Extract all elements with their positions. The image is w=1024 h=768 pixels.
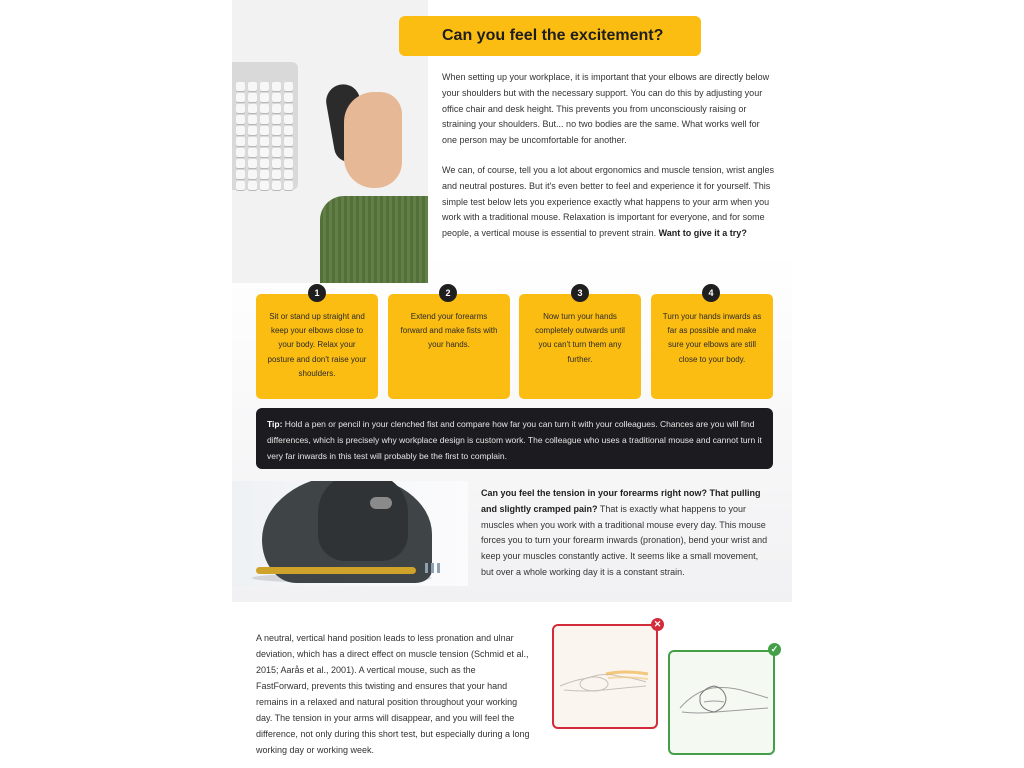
neutral-position-text: A neutral, vertical hand position leads to less pronation and ulnar deviation, which has a direct effect on muscle tension (Schmid et al., 2015; Aarås et al., 2001). A vertical mouse, such as the FastForward, prevents this twisting and ensures that your hand remains in a relaxed and natural position throughout your working day. The tension in your arms will disappear, and you will feel the difference, not only during this short test, but especially during a long working day or working week. [256, 633, 530, 755]
keyboard-key [236, 148, 245, 157]
keyboard-key [248, 148, 257, 157]
tip-text: Hold a pen or pencil in your clenched fist and compare how far you can turn it with your colleagues. Chances are you will find differences, which is precisely why workplace design is custom work. The colleague who uses a traditional mouse and cannot turn it very far inwards in this test will probably be the first to complain. [267, 419, 762, 461]
keyboard-key [260, 170, 269, 179]
keyboard-key [260, 159, 269, 168]
flat-hand-drawing [554, 626, 656, 727]
keyboard-key [248, 104, 257, 113]
keyboard-key [248, 82, 257, 91]
intro-paragraph-2 [442, 163, 777, 242]
keyboard-key [284, 137, 293, 146]
hand-image [344, 92, 402, 188]
tension-text [481, 486, 771, 581]
keyboard-key [236, 137, 245, 146]
keyboard-key [236, 93, 245, 102]
step-card-2 [388, 294, 510, 399]
title-banner [399, 16, 701, 56]
keyboard-key [248, 137, 257, 146]
keyboard-key [272, 115, 281, 124]
keyboard-key [260, 126, 269, 135]
keyboard-image [232, 62, 298, 190]
keyboard-key [236, 170, 245, 179]
keyboard-key [236, 126, 245, 135]
keyboard-key [260, 181, 269, 190]
vertical-mouse-photo [232, 481, 468, 586]
intro-call-to-action: Want to give it a try? [658, 228, 747, 239]
keyboard-key [272, 170, 281, 179]
tension-paragraph: That is exactly what happens to your muscles when you work with a traditional mouse every day. This mouse forces you to turn your forearm inwards (pronation), bend your wrist and keep your muscles constantly active. It seems like a small movement, but over a whole working day it is a constant strain. [481, 503, 768, 577]
step-number-badge: 3 [571, 284, 589, 302]
traditional-mouse-illustration [552, 624, 658, 729]
keyboard-key [248, 115, 257, 124]
step-text: Turn your hands inwards as far as possible and make sure your elbows are still close to your body. [662, 312, 762, 364]
step-number-badge: 4 [702, 284, 720, 302]
keyboard-key [260, 93, 269, 102]
keyboard-key [284, 126, 293, 135]
page-title: Can you feel the excitement? [442, 27, 664, 44]
sweater-sleeve-image [320, 196, 428, 283]
keyboard-key [260, 137, 269, 146]
keyboard-key [284, 104, 293, 113]
keyboard-key [248, 170, 257, 179]
keyboard-key [260, 104, 269, 113]
keyboard-key [272, 104, 281, 113]
tip-label: Tip: [267, 419, 283, 429]
keyboard-key [260, 148, 269, 157]
keyboard-key [260, 115, 269, 124]
keyboard-key [248, 181, 257, 190]
keyboard-key [284, 159, 293, 168]
vertical-hand-drawing [670, 652, 773, 753]
keyboard-key [272, 148, 281, 157]
vertical-mouse-illustration [668, 650, 775, 755]
step-text: Now turn your hands completely outwards until you can't turn them any further. [535, 312, 625, 364]
keyboard-key [236, 159, 245, 168]
intro-text [442, 70, 777, 256]
vertical-mouse-top [318, 481, 408, 561]
check-icon: ✓ [768, 643, 781, 656]
keyboard-key [272, 126, 281, 135]
keyboard-key [284, 148, 293, 157]
keyboard-key [272, 159, 281, 168]
keyboard-key [284, 181, 293, 190]
keyboard-key [284, 82, 293, 91]
keyboard-key [236, 82, 245, 91]
keyboard-key [236, 115, 245, 124]
keyboard-key [284, 115, 293, 124]
step-text: Sit or stand up straight and keep your elbows close to your body. Relax your posture and don't raise your shoulders. [267, 312, 367, 378]
keyboard-key [236, 181, 245, 190]
step-card-3 [519, 294, 641, 399]
step-card-4 [651, 294, 773, 399]
keyboard-key [284, 170, 293, 179]
keyboard-key [236, 104, 245, 113]
mouse-base-accent [256, 567, 416, 574]
keyboard-key [272, 93, 281, 102]
keyboard-key [248, 93, 257, 102]
scroll-wheel [370, 497, 392, 509]
close-icon: ✕ [651, 618, 664, 631]
step-text: Extend your forearms forward and make fists with your hands. [400, 312, 498, 350]
keyboard-key [272, 82, 281, 91]
intro-paragraph-1: When setting up your workplace, it is important that your elbows are directly below your shoulders but with the necessary support. You can do this by adjusting your office chair and desk height. This prevents you from unconsciously raising or straining your shoulders. But... no two bodies are the same. What works well for one person may be uncomfortable for another. [442, 72, 770, 146]
tip-box [256, 408, 773, 469]
step-number-badge: 1 [308, 284, 326, 302]
intro-paragraph-2-text: We can, of course, tell you a lot about ergonomics and muscle tension, wrist angles and neutral postures. But it's even better to feel and experience it for yourself. This simple test below lets you experience exactly what happens to your arm when you work with a traditional mouse. Relaxation is important for everyone, and for some people, a vertical mouse is essential to prevent strain. [442, 164, 775, 239]
keyboard-key [260, 82, 269, 91]
keyboard-key [272, 181, 281, 190]
keyboard-key [284, 93, 293, 102]
step-number-badge: 2 [439, 284, 457, 302]
keyboard-key [248, 159, 257, 168]
keyboard-key [272, 137, 281, 146]
keyboard-key [248, 126, 257, 135]
step-card-1 [256, 294, 378, 399]
tension-question: Can you feel the tension in your forearms right now? That pulling and slightly cramped pain? [481, 488, 761, 514]
background-pins [425, 563, 441, 573]
